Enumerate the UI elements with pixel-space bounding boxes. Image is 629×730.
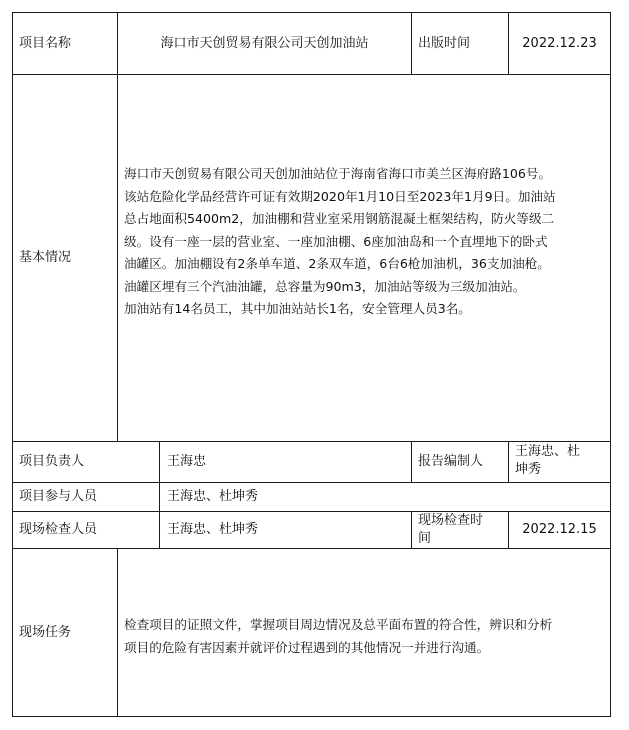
site-task-line: 检查项目的证照文件，掌握项目周边情况及总平面布置的符合性，辨识和分析 <box>124 617 553 632</box>
inspection-time-label-line: 现场检查时 <box>418 513 484 528</box>
column-divider <box>411 12 412 75</box>
column-divider <box>117 12 118 442</box>
project-leader-value: 王海忠 <box>167 454 207 469</box>
column-divider <box>159 441 160 549</box>
basic-info-line: 该站危险化学品经营许可证有效期2020年1月10日至2023年1月9日。加油站 <box>124 188 556 204</box>
report-author-value <box>515 443 609 479</box>
site-task-line: 项目的危险有害因素并就评价过程遇到的其他情况一并进行沟通。 <box>124 639 490 655</box>
basic-info-label: 基本情况 <box>19 250 72 265</box>
publish-time-value: 2022.12.23 <box>522 35 597 51</box>
site-task-label: 现场任务 <box>19 624 72 640</box>
column-divider <box>411 511 412 549</box>
project-leader-label: 项目负责人 <box>19 454 85 469</box>
report-author-line: 坤秀 <box>515 462 542 477</box>
table-border-right <box>610 12 611 717</box>
basic-info-line: 加油站有14名员工，其中加油站站长1名，安全管理人员3名。 <box>124 301 471 316</box>
report-author-line: 王海忠、杜 <box>515 444 581 459</box>
basic-info-line: 海口市天创贸易有限公司天创加油站位于海南省海口市美兰区海府路106号。 <box>124 166 552 181</box>
publish-time-label: 出版时间 <box>418 35 471 51</box>
report-author-label: 报告编制人 <box>418 454 484 469</box>
inspectors-value: 王海忠、杜坤秀 <box>167 522 259 537</box>
table-border-bottom <box>12 716 611 717</box>
column-divider <box>117 548 118 717</box>
project-name-label: 项目名称 <box>19 35 72 51</box>
basic-info-paragraph <box>124 163 608 321</box>
basic-info-line: 油罐区埋有三个汽油油罐，总容量为90m3，加油站等级为三级加油站。 <box>124 278 526 294</box>
project-name-value: 海口市天创贸易有限公司天创加油站 <box>160 35 369 51</box>
inspectors-label: 现场检查人员 <box>19 522 98 537</box>
inspection-time-label <box>418 512 508 548</box>
basic-info-line: 级。设有一座一层的营业室、一座加油棚、6座加油岛和一个直埋地下的卧式 <box>124 233 548 249</box>
column-divider <box>411 441 412 483</box>
inspection-time-value: 2022.12.15 <box>522 522 597 537</box>
inspection-time-label-line: 间 <box>418 531 432 546</box>
table-border-left <box>12 12 13 717</box>
site-task-paragraph <box>124 614 608 659</box>
participants-label: 项目参与人员 <box>19 489 98 504</box>
basic-info-line: 总占地面积5400m2，加油棚和营业室采用钢筋混凝土框架结构，防火等级二 <box>124 211 555 226</box>
basic-info-line: 油罐区。加油棚设有2条单车道、2条双车道，6台6枪加油机，36支加油枪。 <box>124 256 550 271</box>
participants-value: 王海忠、杜坤秀 <box>167 489 259 504</box>
column-divider <box>508 441 509 483</box>
